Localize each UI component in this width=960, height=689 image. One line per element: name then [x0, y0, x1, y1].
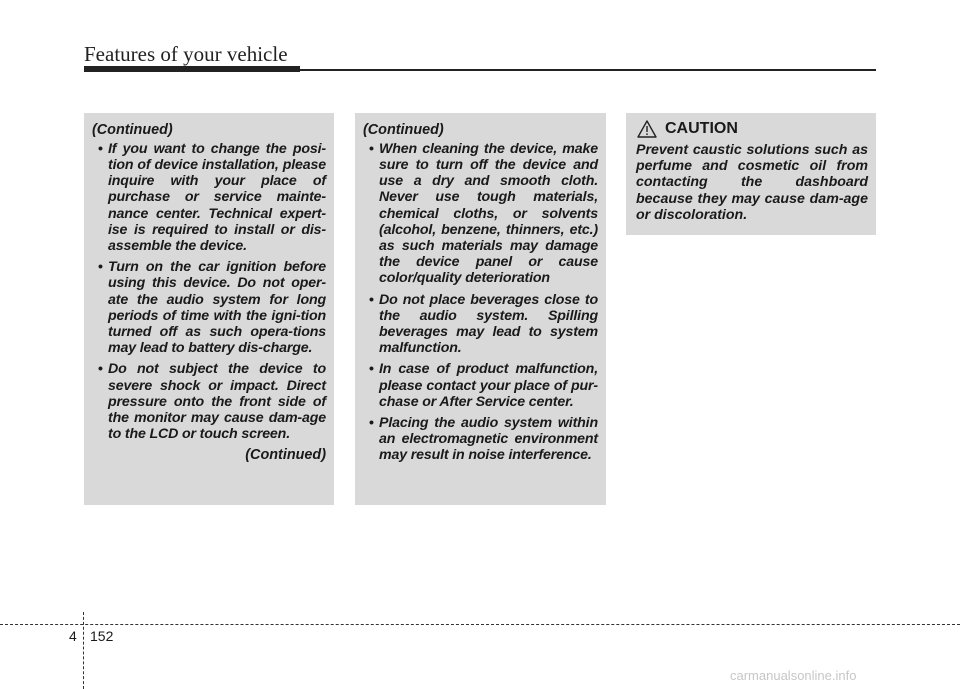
bullet-icon: • [98, 259, 103, 276]
bullet-list [92, 141, 326, 443]
list-item [92, 361, 326, 442]
bullet-icon: • [98, 361, 103, 378]
list-item [363, 361, 598, 410]
list-item-text: Do not place beverages close to the audio system. Spilling beverages may lead to system malfunction. [379, 291, 598, 357]
header-rule-thick [84, 66, 300, 72]
watermark: carmanualsonline.info [730, 668, 857, 683]
page-number: 152 [90, 628, 114, 644]
header-rule-thin [300, 69, 876, 71]
list-item-text: In case of product malfunction, please contact your place of pur-chase or After Service center. [379, 361, 598, 410]
list-item-text: Turn on the car ignition before using this device. Do not oper-ate the audio system for long periods of time with the igni-tion turned off as such opera-tions may lead to battery dis-charge. [108, 259, 326, 357]
continued-label: (Continued) [92, 122, 173, 138]
list-item [92, 141, 326, 254]
footer-divider [83, 612, 84, 689]
list-item [92, 259, 326, 356]
list-item-text: Do not subject the device to severe shock or impact. Direct pressure onto the front side of the monitor may cause dam-age to the LCD or touch screen. [108, 361, 326, 443]
list-item [363, 141, 598, 287]
list-item [363, 292, 598, 357]
caution-text: Prevent caustic solutions such as perfume and cosmetic oil from contacting the dashboard because they may cause dam-age or discoloration. [636, 142, 868, 223]
list-item-text: When cleaning the device, make sure to turn off the device and use a dry and smooth cloth. Never use tough materials, chemical cloths, or solvents (alcohol, benzene, thinners, etc.) as such materials may damage the device panel or cause color/quality deterioration [379, 140, 598, 287]
page-header-title: Features of your vehicle [84, 42, 288, 66]
chapter-number: 4 [69, 628, 77, 644]
list-item [363, 415, 598, 464]
footer-rule [0, 624, 960, 625]
bullet-icon: • [369, 415, 374, 432]
bullet-icon: • [369, 291, 374, 308]
list-item-text: If you want to change the posi-tion of device installation, please inquire with your place of purchase or service mainte-nance center. Technical expert-ise is required to install or dis-assemble the device. [108, 140, 326, 255]
bullet-icon: • [369, 361, 374, 378]
continued-label-end: (Continued) [245, 447, 326, 464]
bullet-icon: • [98, 140, 103, 157]
warning-triangle-icon [637, 120, 657, 138]
continued-label: (Continued) [363, 122, 444, 138]
bullet-icon: • [369, 140, 374, 157]
bullet-list [363, 141, 598, 464]
caution-panel [626, 113, 876, 235]
info-panel-middle [355, 113, 606, 505]
caution-header [634, 120, 868, 138]
caution-title: CAUTION [665, 120, 738, 137]
info-panel-left [84, 113, 334, 505]
list-item-text: Placing the audio system within an electromagnetic environment may result in noise interference. [379, 415, 598, 464]
